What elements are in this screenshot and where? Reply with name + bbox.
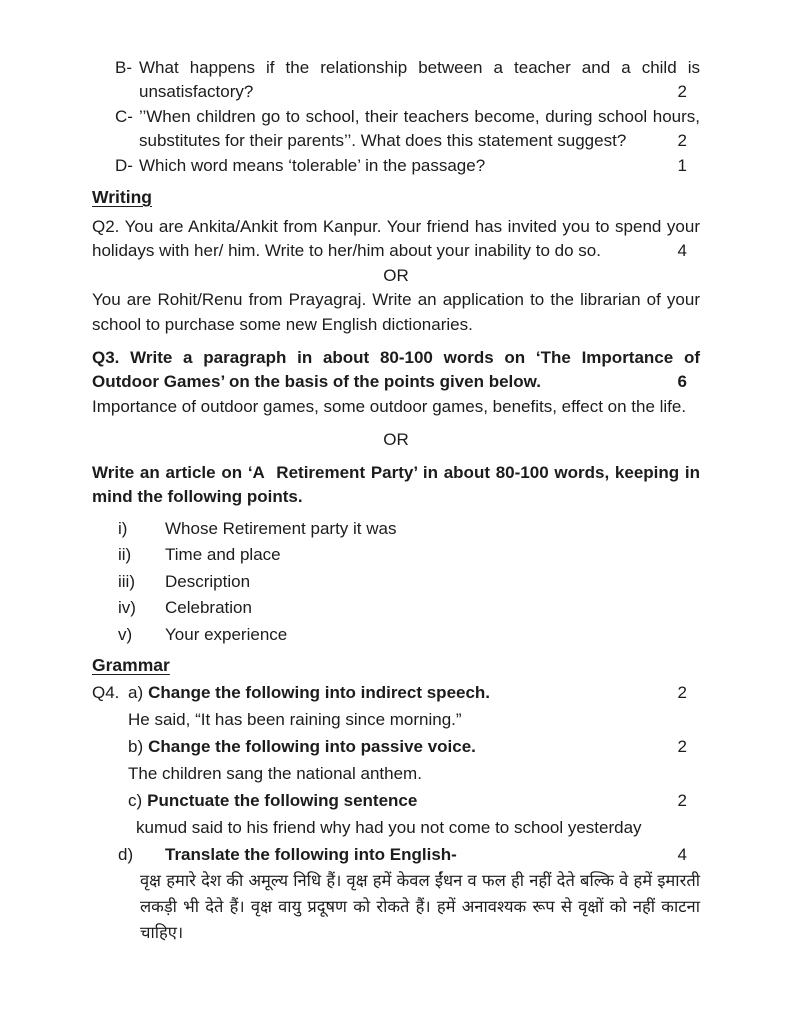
grammar-section-heading: Grammar bbox=[92, 655, 170, 676]
question-q3-marks: 6 bbox=[677, 372, 687, 392]
question-q4b bbox=[128, 733, 700, 760]
or-divider-2: OR bbox=[383, 430, 409, 450]
list-item-text: Your experience bbox=[165, 624, 288, 644]
list-item-text: Celebration bbox=[165, 598, 252, 618]
question-q4c-title: Punctuate the following sentence bbox=[147, 791, 418, 811]
question-d-text: Which word means ‘tolerable’ in the passage? bbox=[139, 155, 486, 175]
list-item-text: Description bbox=[165, 571, 251, 591]
question-q2-alternative: You are Rohit/Renu from Prayagraj. Write an application to the librarian of your school to purchase some new English dictionaries. bbox=[92, 290, 700, 334]
question-c-label: C- bbox=[115, 106, 133, 126]
list-item-number: iv) bbox=[118, 598, 136, 618]
question-q4d-label: d) bbox=[118, 845, 134, 865]
question-b bbox=[92, 56, 700, 105]
question-q4a-sentence: He said, “It has been raining since morning.” bbox=[128, 710, 462, 730]
question-q2-marks: 4 bbox=[677, 241, 687, 261]
list-item-number: v) bbox=[118, 624, 133, 644]
question-q4c-marks: 2 bbox=[677, 791, 687, 811]
question-q4b-title: Change the following into passive voice. bbox=[148, 737, 476, 757]
question-q4a-title: Change the following into indirect speech. bbox=[148, 683, 491, 703]
question-q4c-sentence: kumud said to his friend why had you not come to school yesterday bbox=[136, 818, 642, 838]
question-c-text: ’’When children go to school, their teachers become, during school hours, substitutes for their parents’’. What does this statement suggest? bbox=[139, 106, 700, 151]
list-item bbox=[92, 516, 700, 543]
question-q4b-label: b) bbox=[128, 737, 144, 757]
question-q4-label: Q4. bbox=[92, 683, 120, 703]
question-q4b-sentence: The children sang the national anthem. bbox=[128, 764, 422, 784]
list-item bbox=[92, 595, 700, 622]
question-q4d-title: Translate the following into English- bbox=[165, 845, 457, 865]
list-item bbox=[92, 622, 700, 649]
question-q4d-hindi-passage: वृक्ष हमारे देश की अमूल्य निधि हैं। वृक्ष हमें केवल ईंधन व फल ही नहीं देते बल्कि वे हमें इमारती लकड़ी भी देते हैं। वृक्ष वायु प्रदूषण को रोकते हैं। हमें अनावश्यक रूप से वृक्षों को नहीं काटना चाहिए। bbox=[140, 872, 700, 943]
question-q4b-marks: 2 bbox=[677, 737, 687, 757]
article-points-list bbox=[92, 516, 700, 649]
question-q4-block bbox=[92, 679, 700, 946]
list-item bbox=[92, 542, 700, 569]
writing-section-heading: Writing bbox=[92, 187, 152, 208]
question-b-label: B- bbox=[115, 58, 132, 77]
question-c-marks: 2 bbox=[677, 131, 687, 151]
question-q4d-marks: 4 bbox=[677, 845, 687, 865]
question-q2 bbox=[92, 215, 700, 264]
question-q3-hints: Importance of outdoor games, some outdoor games, benefits, effect on the life. bbox=[92, 396, 687, 416]
or-divider-1: OR bbox=[383, 265, 409, 285]
question-q2-text: Q2. You are Ankita/Ankit from Kanpur. Your friend has invited you to spend your holidays with her/ him. Write to her/him about your inability to do so. bbox=[92, 217, 700, 261]
list-item-text: Time and place bbox=[165, 545, 281, 565]
list-item-number: ii) bbox=[118, 545, 132, 565]
question-q4a-marks: 2 bbox=[677, 683, 687, 703]
list-item-number: iii) bbox=[118, 571, 135, 591]
question-b-marks: 2 bbox=[677, 82, 687, 102]
question-q4a-label: a) bbox=[128, 683, 144, 703]
question-q3-alternative: Write an article on ‘A Retirement Party’ in about 80-100 words, keeping in mind the following points. bbox=[92, 462, 700, 507]
question-d bbox=[92, 154, 700, 178]
question-d-label: D- bbox=[115, 155, 133, 175]
question-q4a bbox=[92, 679, 700, 706]
question-b-text: What happens if the relationship between a teacher and a child is unsatisfactory? bbox=[139, 58, 700, 102]
question-q3 bbox=[92, 346, 700, 395]
question-d-marks: 1 bbox=[677, 155, 687, 175]
question-q4c bbox=[128, 787, 700, 814]
question-q4c-label: c) bbox=[128, 791, 143, 811]
reading-questions-section bbox=[92, 56, 700, 178]
question-q4d bbox=[118, 841, 700, 868]
list-item-text: Whose Retirement party it was bbox=[165, 518, 397, 538]
list-item bbox=[92, 569, 700, 596]
list-item-number: i) bbox=[118, 518, 128, 538]
question-q3-text: Q3. Write a paragraph in about 80-100 words on ‘The Importance of Outdoor Games’ on the basis of the points given below. bbox=[92, 348, 700, 392]
question-c bbox=[92, 105, 700, 154]
